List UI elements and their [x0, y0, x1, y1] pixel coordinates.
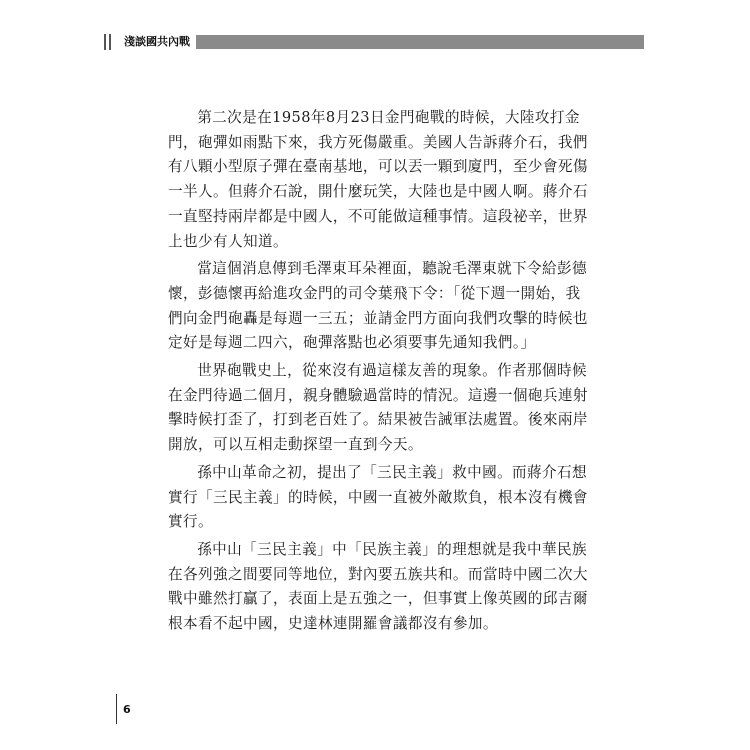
- body-text: [168, 106, 588, 637]
- text-line: 孫中山革命之初，提出了「三民主義」救中國。而蔣介石想: [197, 463, 588, 481]
- text-line: 一直堅持兩岸都是中國人，不可能做這種事情。這段祕辛，世界: [168, 207, 588, 225]
- text-line: 世界砲戰史上，從來沒有過這樣友善的現象。作者那個時候: [197, 362, 588, 380]
- page-footer: [116, 694, 131, 724]
- text-line: 當這個消息傳到毛澤東耳朵裡面，聽說毛澤東就下令給彭德: [197, 260, 588, 278]
- text-line: 戰中雖然打贏了，表面上是五強之一，但事實上像英國的邱吉爾: [168, 590, 588, 608]
- paragraph-4: [168, 461, 588, 535]
- paragraph-2: [168, 257, 588, 356]
- text-line: 開放，可以互相走動探望一直到今天。: [168, 436, 423, 454]
- text-line: 孫中山「三民主義」中「民族主義」的理想就是我中華民族: [197, 540, 588, 558]
- paragraph-5: [168, 538, 588, 637]
- text-line: 懷，彭德懷再給進攻金門的司令葉飛下令：「從下週一開始，我: [168, 284, 581, 302]
- header-title: 淺談國共內戰: [124, 35, 190, 48]
- text-line: 實行「三民主義」的時候，中國一直被外敵欺負，根本沒有機會: [168, 488, 588, 506]
- text-line: 在各列強之間要同等地位，對內要五族共和。而當時中國二次大: [168, 565, 588, 583]
- footer-rule: [116, 694, 117, 724]
- text-line: 一半人。但蔣介石說，開什麼玩笑，大陸也是中國人啊。蔣介石: [168, 183, 588, 201]
- text-line: 第二次是在1958年8月23日金門砲戰的時候，大陸攻打金: [197, 109, 580, 126]
- text-line: 根本看不起中國，史達林連開羅會議都沒有參加。: [168, 615, 498, 633]
- text-line: 實行。: [168, 513, 213, 531]
- text-line: 擊時候打歪了，打到老百姓了。結果被告誡軍法處置。後來兩岸: [168, 411, 588, 429]
- text-line: 在金門待過二個月，親身體驗過當時的情況。這邊一個砲兵連射: [168, 386, 588, 404]
- header-gray-band: [196, 35, 644, 49]
- text-line: 有八顆小型原子彈在臺南基地，可以丟一顆到廈門，至少會死傷: [168, 158, 588, 176]
- paragraph-1: [168, 106, 588, 254]
- text-line: 們向金門砲轟是每週一三五；並請金門方面向我們攻擊的時候也: [168, 309, 588, 327]
- text-line: 門，砲彈如雨點下來，我方死傷嚴重。美國人告訴蔣介石，我們: [168, 133, 588, 151]
- text-line: 上也少有人知道。: [168, 232, 288, 250]
- text-line: 定好是每週二四六，砲彈落點也必須要事先通知我們。」: [168, 334, 536, 352]
- header-tick-marks: [104, 34, 114, 50]
- paragraph-3: [168, 359, 588, 458]
- page-number: 6: [123, 702, 131, 716]
- running-header: [104, 34, 644, 50]
